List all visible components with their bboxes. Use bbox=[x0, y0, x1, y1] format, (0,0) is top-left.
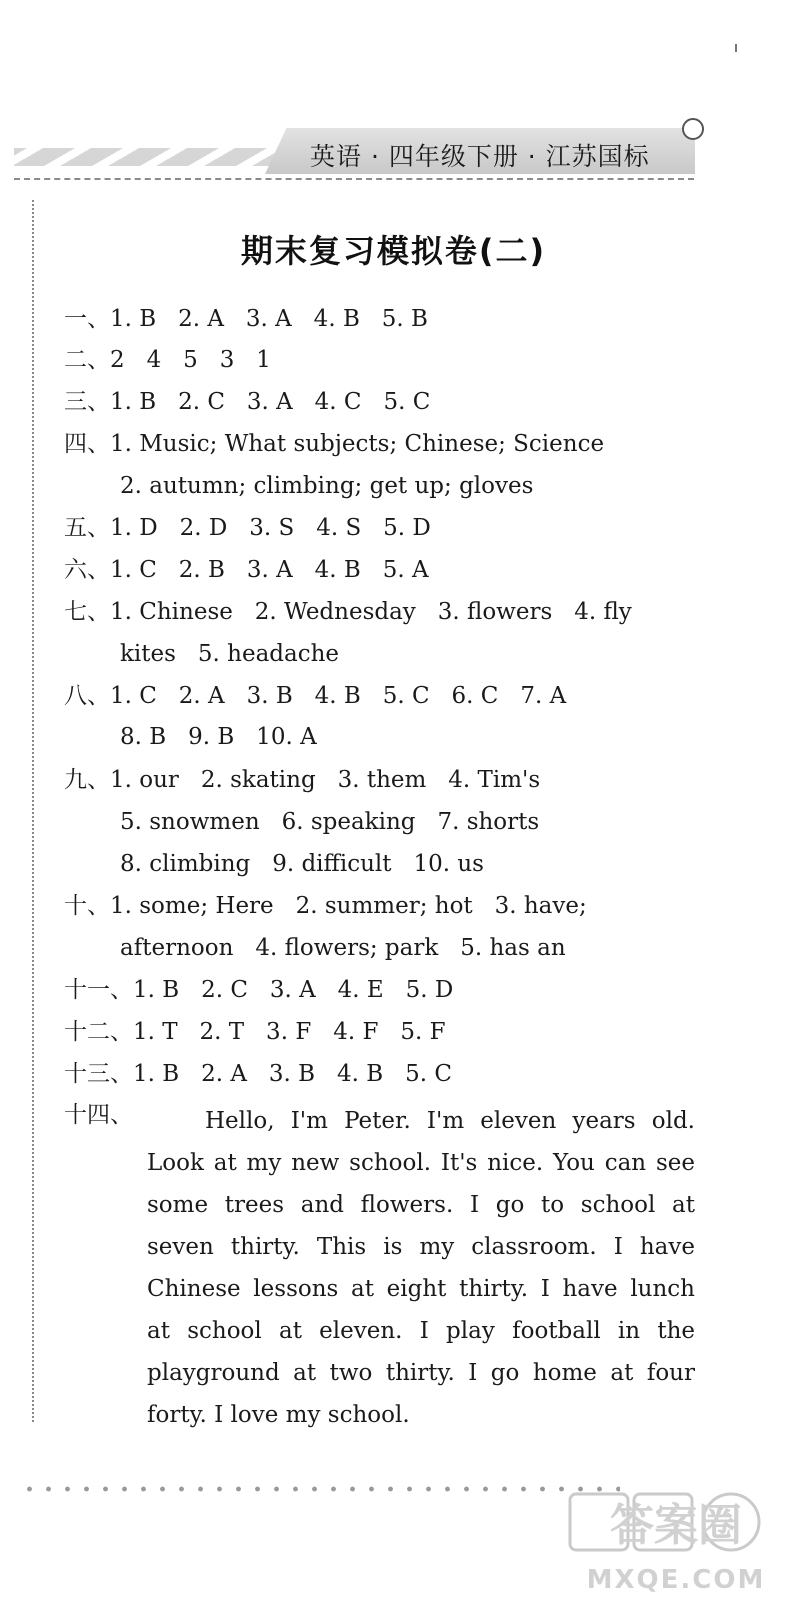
essay-line: some trees and flowers. I go to school at bbox=[147, 1192, 695, 1218]
left-margin-dots bbox=[32, 200, 34, 1422]
header-stripe-decoration bbox=[14, 148, 284, 166]
header-divider bbox=[14, 178, 694, 180]
answer-line: 8. climbing 9. difficult 10. us bbox=[120, 851, 484, 877]
essay-line: playground at two thirty. I go home at four bbox=[147, 1360, 695, 1386]
footer-dot-decoration bbox=[20, 1482, 620, 1496]
answer-line: 一、1. B 2. A 3. A 4. B 5. B bbox=[64, 306, 428, 332]
answer-line: 十、1. some; Here 2. summer; hot 3. have; bbox=[64, 893, 587, 919]
answer-line: 九、1. our 2. skating 3. them 4. Tim's bbox=[64, 767, 541, 793]
answer-line: 十三、1. B 2. A 3. B 4. B 5. C bbox=[64, 1061, 452, 1087]
essay-line: at school at eleven. I play football in the bbox=[147, 1318, 695, 1344]
essay-label: 十四、 bbox=[64, 1102, 133, 1128]
answer-line: 5. snowmen 6. speaking 7. shorts bbox=[120, 809, 540, 835]
essay-line: seven thirty. This is my classroom. I have bbox=[147, 1234, 695, 1260]
watermark-bottom-text: MXQE.COM bbox=[586, 1565, 766, 1595]
answer-line: 五、1. D 2. D 3. S 4. S 5. D bbox=[64, 515, 431, 541]
page-corner-mark bbox=[735, 44, 737, 52]
watermark-top-text: 答案圈 bbox=[610, 1500, 742, 1551]
essay-line: Hello, I'm Peter. I'm eleven years old. bbox=[205, 1108, 695, 1134]
answer-line: 六、1. C 2. B 3. A 4. B 5. A bbox=[64, 557, 429, 583]
essay-line: Look at my new school. It's nice. You can see bbox=[147, 1150, 695, 1176]
watermark-logo bbox=[566, 1488, 786, 1598]
page-title: 期末复习模拟卷(二) bbox=[240, 232, 547, 270]
answer-line: 八、1. C 2. A 3. B 4. B 5. C 6. C 7. A bbox=[64, 683, 567, 709]
ring-icon bbox=[682, 118, 704, 140]
answer-line: 2. autumn; climbing; get up; gloves bbox=[120, 473, 534, 499]
essay-paragraph bbox=[147, 1100, 695, 1436]
answer-line: afternoon 4. flowers; park 5. has an bbox=[120, 935, 566, 961]
header-title: 英语 · 四年级下册 · 江苏国标 bbox=[310, 142, 650, 171]
essay-line: Chinese lessons at eight thirty. I have lunch bbox=[147, 1276, 695, 1302]
answer-line: 二、2 4 5 3 1 bbox=[64, 347, 271, 373]
answer-line: kites 5. headache bbox=[120, 641, 340, 667]
answer-line: 四、1. Music; What subjects; Chinese; Science bbox=[64, 431, 605, 457]
answer-line: 十二、1. T 2. T 3. F 4. F 5. F bbox=[64, 1019, 446, 1045]
answer-line: 8. B 9. B 10. A bbox=[120, 724, 317, 750]
essay-line: forty. I love my school. bbox=[147, 1402, 410, 1428]
answer-line: 七、1. Chinese 2. Wednesday 3. flowers 4. fly bbox=[64, 599, 632, 625]
answer-line: 三、1. B 2. C 3. A 4. C 5. C bbox=[64, 389, 431, 415]
answer-line: 十一、1. B 2. C 3. A 4. E 5. D bbox=[64, 977, 454, 1003]
